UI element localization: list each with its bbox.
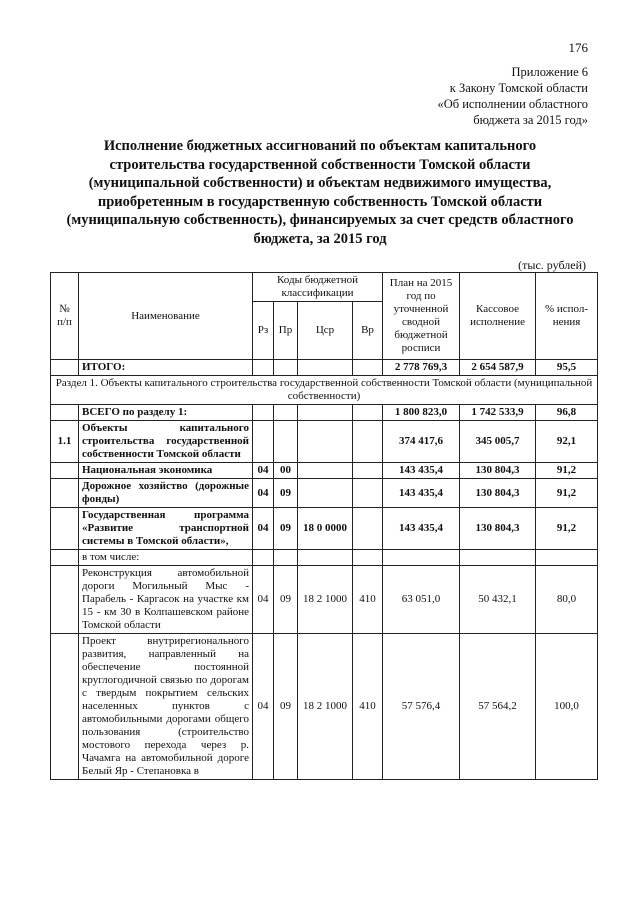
section-row bbox=[51, 376, 598, 405]
table-row bbox=[51, 479, 598, 508]
row-pct: 91,2 bbox=[536, 479, 598, 508]
row-num: 1.1 bbox=[51, 421, 79, 463]
header-cash: Кассовое исполнение bbox=[460, 273, 536, 360]
row-rz: 04 bbox=[253, 508, 274, 550]
row-plan: 143 435,4 bbox=[383, 463, 460, 479]
row-pct: 96,8 bbox=[536, 405, 598, 421]
row-cash: 130 804,3 bbox=[460, 508, 536, 550]
row-plan: 63 051,0 bbox=[383, 566, 460, 634]
row-cash: 1 742 533,9 bbox=[460, 405, 536, 421]
row-name: ВСЕГО по разделу 1: bbox=[79, 405, 253, 421]
row-rz: 04 bbox=[253, 463, 274, 479]
appendix-line: к Закону Томской области bbox=[449, 81, 588, 95]
row-plan: 1 800 823,0 bbox=[383, 405, 460, 421]
row-csr: 18 2 1000 bbox=[298, 566, 353, 634]
row-pr: 09 bbox=[274, 508, 298, 550]
row-cash: 345 005,7 bbox=[460, 421, 536, 463]
row-pr: 09 bbox=[274, 566, 298, 634]
row-pr: 09 bbox=[274, 634, 298, 780]
row-rz: 04 bbox=[253, 566, 274, 634]
row-pr: 00 bbox=[274, 463, 298, 479]
row-pr: 09 bbox=[274, 479, 298, 508]
header-num: № п/п bbox=[51, 273, 79, 360]
header-codes: Коды бюджетной классификации bbox=[253, 273, 383, 302]
appendix-note bbox=[437, 64, 588, 128]
row-csr: 18 0 0000 bbox=[298, 508, 353, 550]
row-rz: 04 bbox=[253, 634, 274, 780]
table-row bbox=[51, 634, 598, 780]
row-cash: 130 804,3 bbox=[460, 479, 536, 508]
row-plan: 143 435,4 bbox=[383, 508, 460, 550]
row-name: Дорожное хозяйство (дорожные фонды) bbox=[79, 479, 253, 508]
row-cash: 130 804,3 bbox=[460, 463, 536, 479]
header-plan: План на 2015 год по уточненной сводной бюджетной росписи bbox=[383, 273, 460, 360]
row-name: в том числе: bbox=[79, 550, 253, 566]
table-row bbox=[51, 566, 598, 634]
row-rz: 04 bbox=[253, 479, 274, 508]
table-row bbox=[51, 550, 598, 566]
row-name: Проект внутрирегионального развития, направленный на обеспечение постоянной круглогодичной связью по дорогам с твердым покрытием сельских населенных пунктов с автомобильными дорогами общего пользования (строительство мостового перехода через р. Чачамга на автомобильной дороге Белый Яр - Степановка в bbox=[79, 634, 253, 780]
row-cash: 50 432,1 bbox=[460, 566, 536, 634]
total-cash: 2 654 587,9 bbox=[460, 360, 536, 376]
units-label: (тыс. рублей) bbox=[518, 258, 586, 272]
row-name: Национальная экономика bbox=[79, 463, 253, 479]
row-pct: 100,0 bbox=[536, 634, 598, 780]
header-pr: Пр bbox=[274, 302, 298, 360]
row-name: Объекты капитального строительства государственной собственности Томской области bbox=[79, 421, 253, 463]
table-row bbox=[51, 508, 598, 550]
appendix-line: «Об исполнении областного bbox=[437, 97, 588, 111]
header-row bbox=[51, 273, 598, 302]
row-name: Реконструкция автомобильной дороги Могильный Мыс - Парабель - Каргасок на участке км 15 - км 30 в Колпашевском районе Томской области bbox=[79, 566, 253, 634]
table-row bbox=[51, 421, 598, 463]
header-vr: Вр bbox=[353, 302, 383, 360]
total-pct: 95,5 bbox=[536, 360, 598, 376]
total-row bbox=[51, 360, 598, 376]
table-row bbox=[51, 463, 598, 479]
row-vr: 410 bbox=[353, 634, 383, 780]
table-row bbox=[51, 405, 598, 421]
row-plan: 57 576,4 bbox=[383, 634, 460, 780]
header-csr: Цср bbox=[298, 302, 353, 360]
header-pct: % испол-нения bbox=[536, 273, 598, 360]
header-rz: Рз bbox=[253, 302, 274, 360]
total-plan: 2 778 769,3 bbox=[383, 360, 460, 376]
row-plan: 143 435,4 bbox=[383, 479, 460, 508]
row-plan: 374 417,6 bbox=[383, 421, 460, 463]
page-number: 176 bbox=[568, 40, 588, 55]
row-pct: 92,1 bbox=[536, 421, 598, 463]
row-name: Государственная программа «Развитие транспортной системы в Томской области», bbox=[79, 508, 253, 550]
document-title: Исполнение бюджетных ассигнований по объектам капитального строительства государственной собственности Томской области (муниципальной собственности) и объектам недвижимого имущества, приобретенным в государственную собственность Томской области (муниципальную собственность), финансируемых за счет средств областного бюджета, за 2015 год bbox=[66, 138, 574, 247]
appendix-line: бюджета за 2015 год» bbox=[473, 113, 588, 127]
header-name: Наименование bbox=[79, 273, 253, 360]
section-title: Раздел 1. Объекты капитального строительства государственной собственности Томской области (муниципальной собственности) bbox=[51, 376, 598, 405]
row-cash: 57 564,2 bbox=[460, 634, 536, 780]
appendix-line: Приложение 6 bbox=[511, 65, 588, 79]
row-pct: 80,0 bbox=[536, 566, 598, 634]
row-pct: 91,2 bbox=[536, 508, 598, 550]
total-label: ИТОГО: bbox=[79, 360, 253, 376]
row-csr: 18 2 1000 bbox=[298, 634, 353, 780]
row-vr: 410 bbox=[353, 566, 383, 634]
row-pct: 91,2 bbox=[536, 463, 598, 479]
budget-table bbox=[50, 272, 598, 780]
